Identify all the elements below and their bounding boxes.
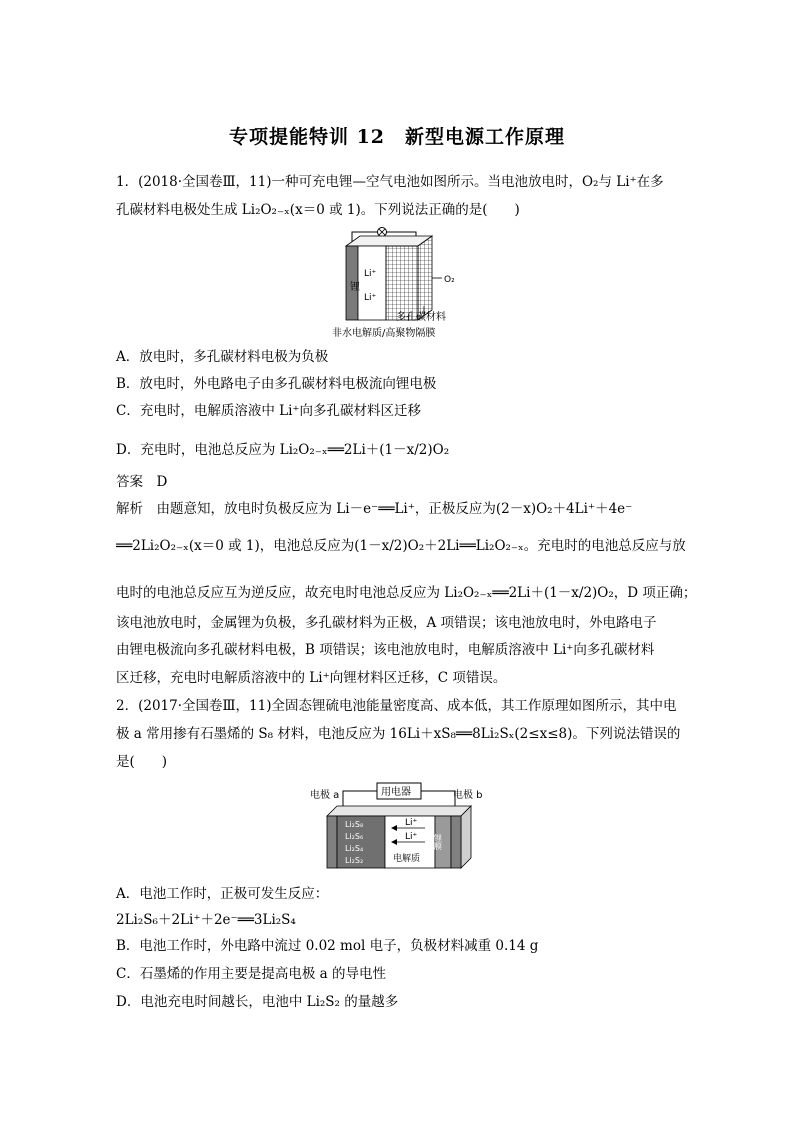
q2-battery-figure bbox=[305, 776, 490, 871]
q1-stem-line2: 孔碳材料电极处生成 Li₂O₂₋ₓ(x＝0 或 1)。下列说法正确的是( ) bbox=[116, 202, 520, 218]
q2-option-a-equation: 2Li₂S₆＋2Li⁺＋2e⁻══3Li₂S₄ bbox=[116, 912, 296, 928]
q2-option-a: A．电池工作时，正极可发生反应： bbox=[116, 886, 329, 902]
q1-battery-figure bbox=[320, 224, 480, 342]
q2-option-d: D．电池充电时间越长，电池中 Li₂S₂ 的量越多 bbox=[116, 994, 399, 1010]
electrolyte-label: 电解质 bbox=[393, 854, 421, 864]
li2s6-label: Li₂S₆ bbox=[345, 832, 364, 841]
q2-stem-line2: 极 a 常用掺有石墨烯的 S₈ 材料，电池反应为 16Li＋xS₈══8Li₂Sₓ(2≤x≤8)。下列说法错误的 bbox=[116, 726, 681, 742]
q1-analysis-line4: 该电池放电时，金属锂为负极，多孔碳材料为正极，A 项错误；该电池放电时，外电路电子 bbox=[116, 615, 657, 631]
q2-stem-line1: 2．(2017·全国卷Ⅲ，11)全固态锂硫电池能量密度高、成本低，其工作原理如图所示，其中电 bbox=[116, 698, 677, 714]
li2s8-label: Li₂S₈ bbox=[345, 820, 364, 829]
q1-analysis-line5: 由锂电极流向多孔碳材料电极，B 项错误；该电池放电时，电解质溶液中 Li⁺向多孔碳材料 bbox=[116, 642, 655, 658]
q1-stem-line1: 1．(2018·全国卷Ⅲ，11)一种可充电锂—空气电池如图所示。当电池放电时，O₂与 Li⁺在多 bbox=[116, 174, 664, 190]
q1-analysis-line3: 电时的电池总反应互为逆反应，故充电时电池总反应为 Li₂O₂₋ₓ══2Li＋(1－x/2)O₂，D 项正确； bbox=[116, 585, 697, 601]
q2-stem-line3: 是( ) bbox=[116, 754, 168, 770]
separator-label: 非水电解质/高聚物隔膜 bbox=[332, 328, 436, 339]
q1-option-c: C．充电时，电解质溶液中 Li⁺向多孔碳材料区迁移 bbox=[116, 403, 422, 419]
appliance-label: 用电器 bbox=[381, 787, 411, 798]
porous-carbon-label: 多孔碳材料 bbox=[396, 312, 446, 323]
q1-option-d: D．充电时，电池总反应为 Li₂O₂₋ₓ══2Li＋(1－x/2)O₂ bbox=[116, 442, 450, 458]
q2-option-b: B．电池工作时，外电路中流过 0.02 mol 电子，负极材料减重 0.14 g bbox=[116, 938, 539, 954]
q2-option-c: C．石墨烯的作用主要是提高电极 a 的导电性 bbox=[116, 966, 386, 982]
q1-option-b: B．放电时，外电路电子由多孔碳材料电极流向锂电极 bbox=[116, 376, 437, 392]
q1-option-a: A．放电时，多孔碳材料电极为负极 bbox=[116, 349, 329, 365]
li2s4-label: Li₂S₄ bbox=[345, 844, 364, 853]
q1-analysis-line2: ══2Li₂O₂₋ₓ(x＝0 或 1)，电池总反应为(1－x/2)O₂＋2Li══Li₂O₂₋ₓ。充电时的电池总反应与放 bbox=[116, 538, 686, 554]
li2s2-label: Li₂S₂ bbox=[345, 856, 364, 865]
electrode-b-label: 电极 b bbox=[453, 790, 483, 801]
li-ion-label-1: Li⁺ bbox=[405, 818, 418, 828]
lithium-label: 锂 bbox=[350, 282, 360, 293]
li-ion-label-top: Li⁺ bbox=[364, 269, 377, 279]
q1-answer: 答案 D bbox=[116, 474, 168, 490]
page-title: 专项提能特训 12 新型电源工作原理 bbox=[228, 126, 566, 148]
electrode-a-label: 电极 a bbox=[310, 790, 340, 801]
li-ion-label-bottom: Li⁺ bbox=[364, 293, 377, 303]
q1-analysis-line6: 区迁移，充电时电解质溶液中的 Li⁺向锂材料区迁移，C 项错误。 bbox=[116, 670, 507, 686]
o2-label: O₂ bbox=[444, 275, 455, 285]
lithium-film-label: 锂膜 bbox=[433, 834, 443, 850]
li-ion-label-2: Li⁺ bbox=[405, 832, 418, 842]
q1-analysis-line1: 解析 由题意知，放电时负极反应为 Li－e⁻══Li⁺，正极反应为(2－x)O₂＋4Li⁺＋4e⁻ bbox=[116, 501, 633, 517]
